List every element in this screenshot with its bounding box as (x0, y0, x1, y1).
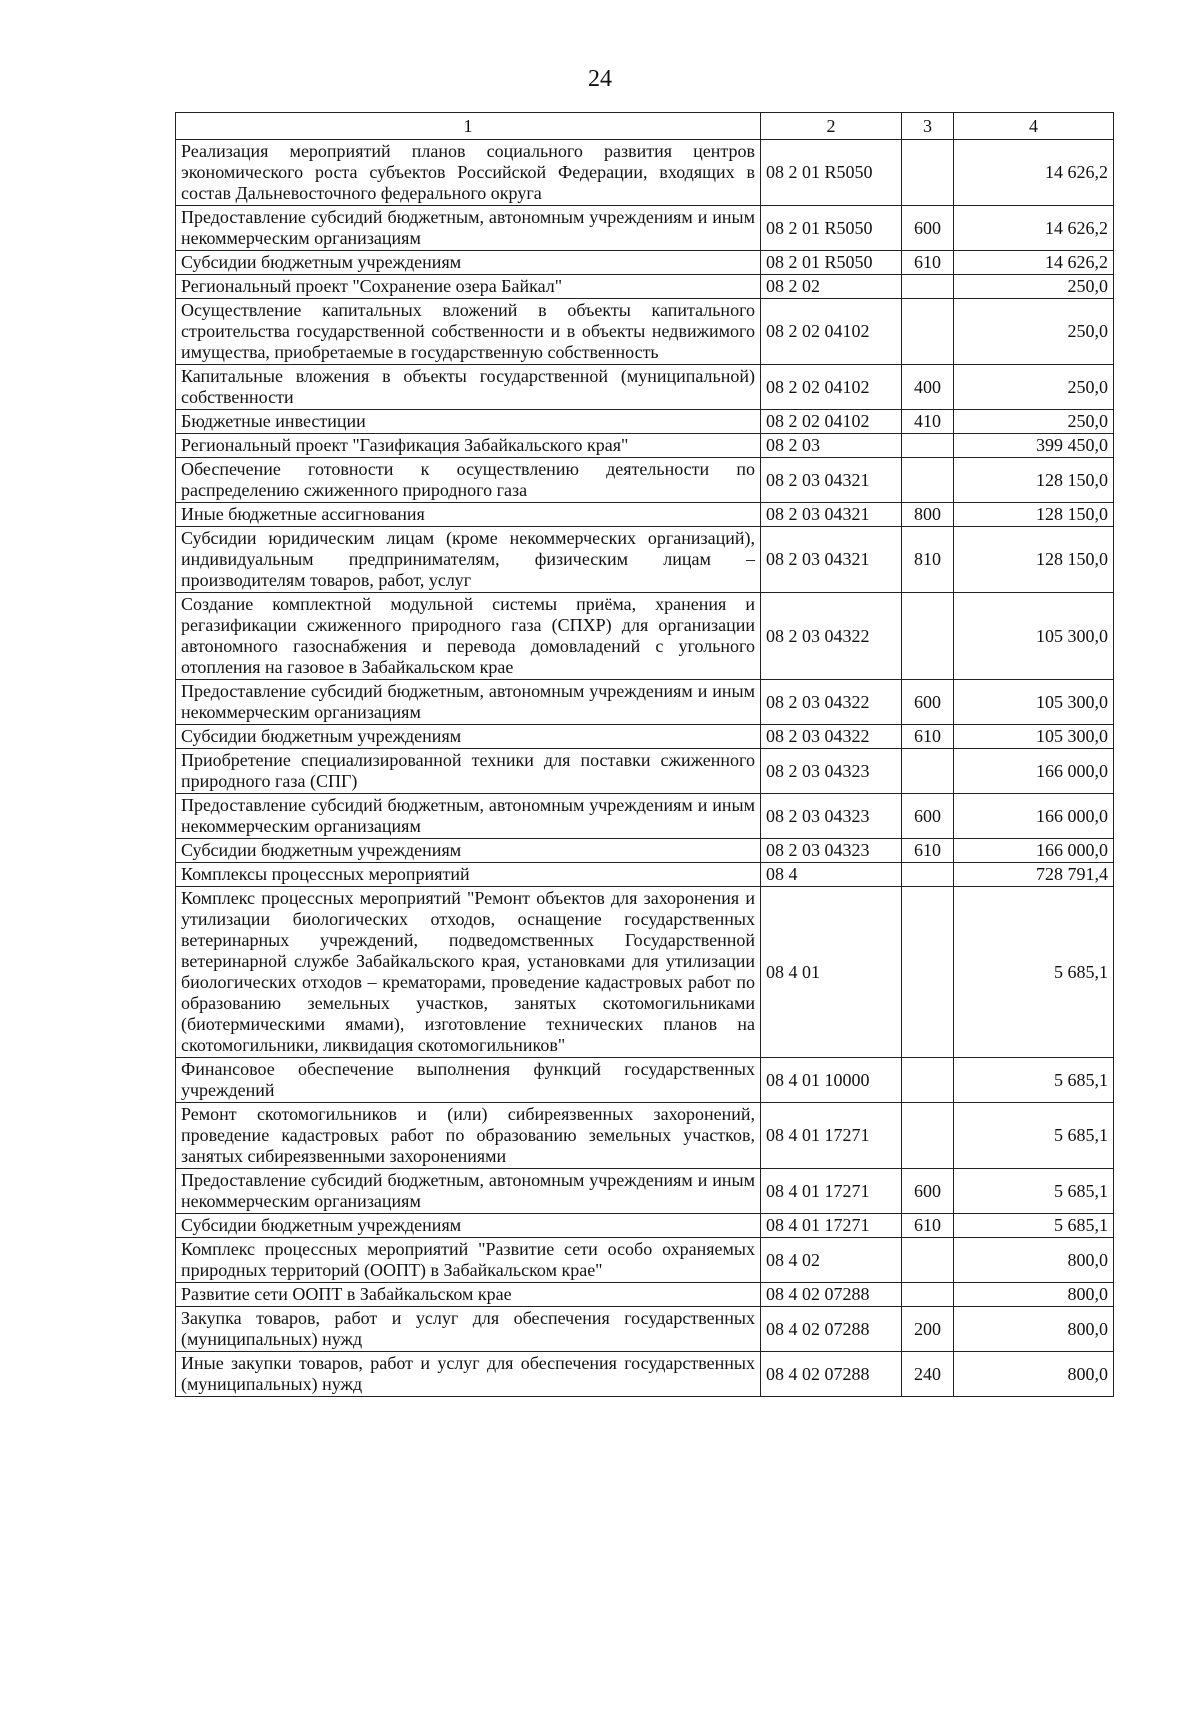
row-name-cell: Реализация мероприятий планов социального развития центров экономического роста субъектов Российской Федерации, входящих в состав Дальневосточного федерального округа (176, 140, 761, 206)
row-code-cell: 08 2 01 R5050 (761, 206, 902, 251)
row-name-cell: Финансовое обеспечение выполнения функций государственных учреждений (176, 1058, 761, 1103)
row-code-cell: 08 4 (761, 863, 902, 887)
table-row (176, 1169, 1114, 1214)
table-row (176, 725, 1114, 749)
row-amount-cell: 14 626,2 (954, 206, 1114, 251)
row-amount-cell: 128 150,0 (954, 458, 1114, 503)
table-row (176, 140, 1114, 206)
row-code-cell: 08 4 01 17271 (761, 1103, 902, 1169)
row-type-cell (902, 275, 954, 299)
row-type-cell (902, 458, 954, 503)
table-row (176, 251, 1114, 275)
row-type-cell: 600 (902, 206, 954, 251)
row-type-cell (902, 1058, 954, 1103)
row-code-cell: 08 2 02 04102 (761, 299, 902, 365)
row-amount-cell: 5 685,1 (954, 1103, 1114, 1169)
row-name-cell: Развитие сети ООПТ в Забайкальском крае (176, 1283, 761, 1307)
row-code-cell: 08 4 01 (761, 887, 902, 1058)
row-code-cell: 08 4 01 17271 (761, 1214, 902, 1238)
row-name-cell: Комплексы процессных мероприятий (176, 863, 761, 887)
row-type-cell: 400 (902, 365, 954, 410)
column-header-amount: 4 (954, 113, 1114, 140)
table-row (176, 887, 1114, 1058)
row-name-cell: Комплекс процессных мероприятий "Ремонт объектов для захоронения и утилизации биологических отходов, оснащение государственных ветеринарных учреждений, подведомственных Государственной ветеринарной службе Забайкальского края, установками для утилизации биологических отходов – крематорами, проведение кадастровых работ по образованию земельных участков, занятых скотомогильниками (биотермическими ямами), изготовление технических планов на скотомогильники, ликвидация скотомогильников" (176, 887, 761, 1058)
row-amount-cell: 728 791,4 (954, 863, 1114, 887)
row-type-cell (902, 299, 954, 365)
row-type-cell (902, 887, 954, 1058)
row-type-cell (902, 140, 954, 206)
row-code-cell: 08 2 01 R5050 (761, 140, 902, 206)
table-row (176, 749, 1114, 794)
row-amount-cell: 399 450,0 (954, 434, 1114, 458)
table-row (176, 1214, 1114, 1238)
row-code-cell: 08 4 02 07288 (761, 1307, 902, 1352)
row-type-cell (902, 1238, 954, 1283)
row-code-cell: 08 4 02 07288 (761, 1283, 902, 1307)
row-name-cell: Субсидии юридическим лицам (кроме некоммерческих организаций), индивидуальным предпринимателям, физическим лицам – производителям товаров, работ, услуг (176, 527, 761, 593)
row-amount-cell: 166 000,0 (954, 794, 1114, 839)
row-name-cell: Иные бюджетные ассигнования (176, 503, 761, 527)
row-amount-cell: 166 000,0 (954, 749, 1114, 794)
row-name-cell: Ремонт скотомогильников и (или) сибиреязвенных захоронений, проведение кадастровых работ по образованию земельных участков, занятых сибиреязвенными захоронениями (176, 1103, 761, 1169)
row-type-cell (902, 1283, 954, 1307)
row-type-cell (902, 434, 954, 458)
row-type-cell: 610 (902, 1214, 954, 1238)
row-name-cell: Предоставление субсидий бюджетным, автономным учреждениям и иным некоммерческим организациям (176, 794, 761, 839)
budget-table (175, 112, 1114, 1397)
row-type-cell: 610 (902, 839, 954, 863)
column-header-name: 1 (176, 113, 761, 140)
row-name-cell: Обеспечение готовности к осуществлению деятельности по распределению сжиженного природного газа (176, 458, 761, 503)
row-code-cell: 08 2 03 04322 (761, 680, 902, 725)
column-header-type: 3 (902, 113, 954, 140)
table-row (176, 410, 1114, 434)
row-type-cell (902, 863, 954, 887)
table-row (176, 458, 1114, 503)
row-amount-cell: 5 685,1 (954, 1214, 1114, 1238)
row-amount-cell: 105 300,0 (954, 593, 1114, 680)
row-name-cell: Закупка товаров, работ и услуг для обеспечения государственных (муниципальных) нужд (176, 1307, 761, 1352)
row-name-cell: Субсидии бюджетным учреждениям (176, 251, 761, 275)
row-type-cell: 600 (902, 680, 954, 725)
row-code-cell: 08 4 01 17271 (761, 1169, 902, 1214)
row-type-cell: 240 (902, 1352, 954, 1397)
row-amount-cell: 800,0 (954, 1352, 1114, 1397)
row-amount-cell: 166 000,0 (954, 839, 1114, 863)
row-code-cell: 08 2 02 (761, 275, 902, 299)
row-type-cell (902, 749, 954, 794)
row-type-cell: 800 (902, 503, 954, 527)
row-code-cell: 08 2 03 04323 (761, 839, 902, 863)
row-amount-cell: 250,0 (954, 275, 1114, 299)
table-row (176, 206, 1114, 251)
row-code-cell: 08 2 03 (761, 434, 902, 458)
row-type-cell: 610 (902, 725, 954, 749)
row-code-cell: 08 4 02 07288 (761, 1352, 902, 1397)
row-code-cell: 08 2 01 R5050 (761, 251, 902, 275)
table-row (176, 365, 1114, 410)
table-row (176, 275, 1114, 299)
row-amount-cell: 14 626,2 (954, 251, 1114, 275)
row-amount-cell: 250,0 (954, 365, 1114, 410)
table-header-row (176, 113, 1114, 140)
row-amount-cell: 250,0 (954, 299, 1114, 365)
table-row (176, 863, 1114, 887)
row-name-cell: Региональный проект "Сохранение озера Байкал" (176, 275, 761, 299)
row-code-cell: 08 2 02 04102 (761, 410, 902, 434)
row-amount-cell: 105 300,0 (954, 680, 1114, 725)
row-amount-cell: 250,0 (954, 410, 1114, 434)
row-amount-cell: 5 685,1 (954, 1169, 1114, 1214)
row-code-cell: 08 2 03 04323 (761, 794, 902, 839)
row-name-cell: Предоставление субсидий бюджетным, автономным учреждениям и иным некоммерческим организациям (176, 1169, 761, 1214)
row-code-cell: 08 4 01 10000 (761, 1058, 902, 1103)
table-row (176, 503, 1114, 527)
row-type-cell: 600 (902, 1169, 954, 1214)
row-type-cell (902, 1103, 954, 1169)
row-name-cell: Приобретение специализированной техники для поставки сжиженного природного газа (СПГ) (176, 749, 761, 794)
row-code-cell: 08 2 03 04321 (761, 458, 902, 503)
row-name-cell: Региональный проект "Газификация Забайкальского края" (176, 434, 761, 458)
table-row (176, 527, 1114, 593)
row-name-cell: Предоставление субсидий бюджетным, автономным учреждениям и иным некоммерческим организациям (176, 680, 761, 725)
table-row (176, 1103, 1114, 1169)
row-amount-cell: 800,0 (954, 1283, 1114, 1307)
row-amount-cell: 5 685,1 (954, 887, 1114, 1058)
row-type-cell: 810 (902, 527, 954, 593)
table-row (176, 1283, 1114, 1307)
row-type-cell: 600 (902, 794, 954, 839)
table-row (176, 593, 1114, 680)
table-row (176, 839, 1114, 863)
row-name-cell: Капитальные вложения в объекты государственной (муниципальной) собственности (176, 365, 761, 410)
row-code-cell: 08 2 03 04323 (761, 749, 902, 794)
table-row (176, 680, 1114, 725)
table-row (176, 299, 1114, 365)
row-code-cell: 08 2 03 04321 (761, 527, 902, 593)
table-body (176, 140, 1114, 1397)
row-name-cell: Субсидии бюджетным учреждениям (176, 1214, 761, 1238)
row-amount-cell: 5 685,1 (954, 1058, 1114, 1103)
row-name-cell: Иные закупки товаров, работ и услуг для обеспечения государственных (муниципальных) нужд (176, 1352, 761, 1397)
table-row (176, 1058, 1114, 1103)
page-number: 24 (588, 66, 612, 92)
row-name-cell: Создание комплектной модульной системы приёма, хранения и регазификации сжиженного природного газа (СПХР) для организации автономного газоснабжения и перевода домовладений с угольного отопления на газовое в Забайкальском крае (176, 593, 761, 680)
column-header-code: 2 (761, 113, 902, 140)
row-amount-cell: 800,0 (954, 1307, 1114, 1352)
row-amount-cell: 105 300,0 (954, 725, 1114, 749)
row-code-cell: 08 2 03 04321 (761, 503, 902, 527)
row-amount-cell: 800,0 (954, 1238, 1114, 1283)
row-type-cell: 610 (902, 251, 954, 275)
table-row (176, 1238, 1114, 1283)
row-amount-cell: 14 626,2 (954, 140, 1114, 206)
table-row (176, 1307, 1114, 1352)
row-code-cell: 08 2 03 04322 (761, 593, 902, 680)
row-name-cell: Осуществление капитальных вложений в объекты капитального строительства государственной собственности и в объекты недвижимого имущества, приобретаемые в государственную собственность (176, 299, 761, 365)
row-type-cell: 410 (902, 410, 954, 434)
row-type-cell (902, 593, 954, 680)
table-row (176, 794, 1114, 839)
table-row (176, 434, 1114, 458)
row-code-cell: 08 2 02 04102 (761, 365, 902, 410)
row-name-cell: Бюджетные инвестиции (176, 410, 761, 434)
row-name-cell: Предоставление субсидий бюджетным, автономным учреждениям и иным некоммерческим организациям (176, 206, 761, 251)
row-code-cell: 08 4 02 (761, 1238, 902, 1283)
table-row (176, 1352, 1114, 1397)
row-name-cell: Субсидии бюджетным учреждениям (176, 839, 761, 863)
row-name-cell: Субсидии бюджетным учреждениям (176, 725, 761, 749)
row-amount-cell: 128 150,0 (954, 527, 1114, 593)
row-amount-cell: 128 150,0 (954, 503, 1114, 527)
row-name-cell: Комплекс процессных мероприятий "Развитие сети особо охраняемых природных территорий (ООПТ) в Забайкальском крае" (176, 1238, 761, 1283)
row-type-cell: 200 (902, 1307, 954, 1352)
row-code-cell: 08 2 03 04322 (761, 725, 902, 749)
